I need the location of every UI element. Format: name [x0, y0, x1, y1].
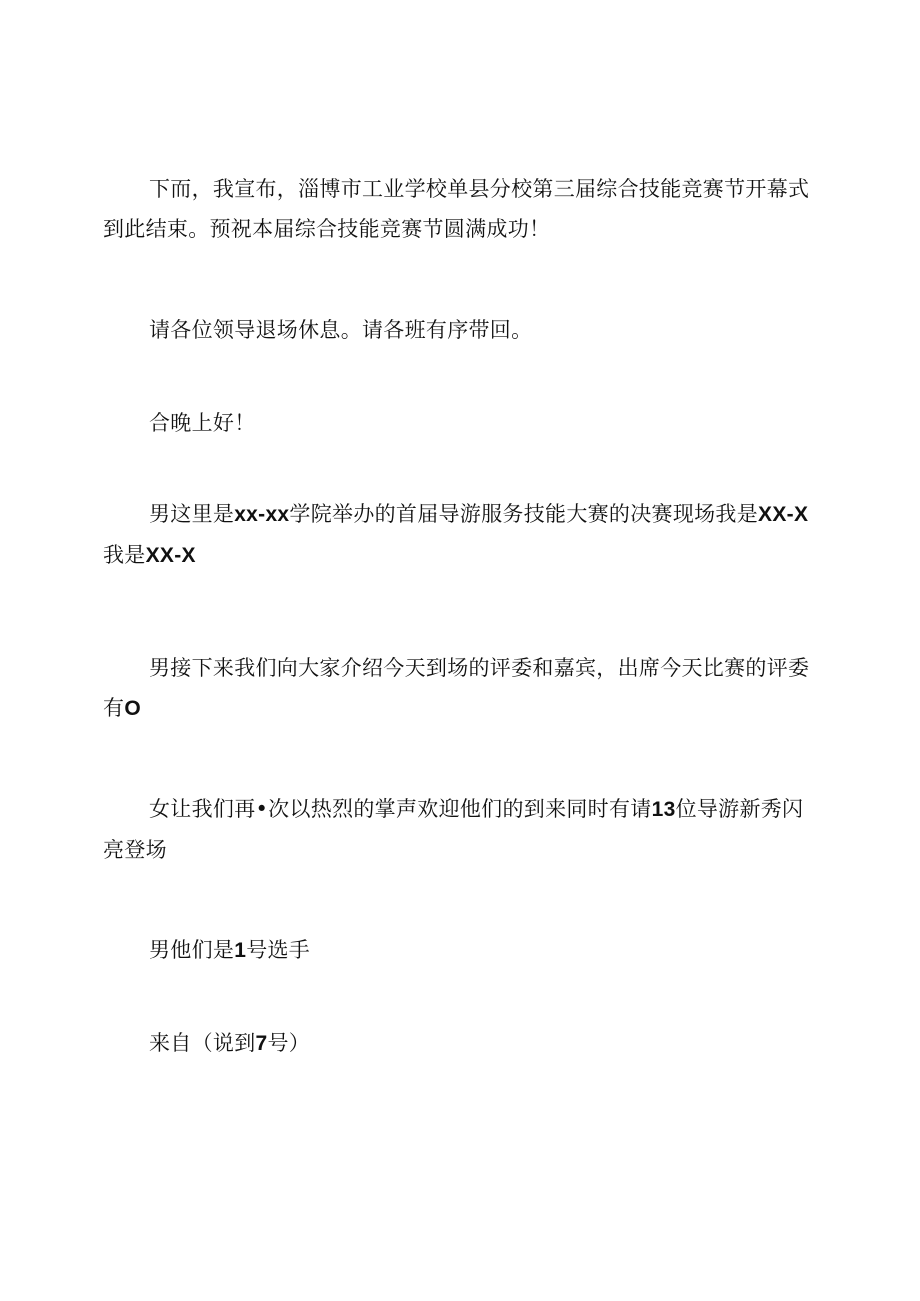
text-segment: 下而，我宣布，淄博市工业学校单县分校第三届综合技能竞赛节开幕式到此结束。预祝本届综合技能竞赛节圆满成功！: [103, 177, 810, 241]
bold-segment: xx-xx: [234, 503, 290, 526]
paragraph-judges-intro: [103, 648, 823, 729]
text-segment: 男他们是: [149, 938, 235, 962]
text-segment: 男这里是: [149, 502, 235, 526]
text-segment: 学院举办的首届导游服务技能大赛的决赛现场我是: [289, 502, 759, 526]
bold-segment: XX-X: [758, 503, 809, 526]
text-segment: 合晚上好！: [149, 411, 256, 435]
paragraph-leaders-exit: [103, 310, 823, 350]
paragraph-closing-announcement: [103, 169, 823, 249]
bold-segment: 7: [255, 1032, 268, 1055]
text-segment: 我是: [103, 543, 146, 567]
paragraph-contestant-one: [103, 930, 823, 971]
text-segment: 来自（说到: [149, 1031, 256, 1055]
text-segment: 号选手: [246, 938, 311, 962]
paragraph-contestants-entrance: [103, 789, 823, 870]
text-segment: 号）: [267, 1031, 311, 1055]
text-segment: 位导游新秀闪亮登场: [103, 797, 804, 862]
text-segment: 男接下来我们向大家介绍今天到场的评委和嘉宾，出席今天比赛的评委有: [103, 656, 810, 720]
bold-segment: XX-X: [145, 544, 196, 567]
paragraph-contestant-origin: [103, 1023, 823, 1064]
paragraph-greeting: [103, 403, 823, 443]
bold-segment: 1: [234, 939, 247, 962]
text-segment: 女让我们再•次以热烈的掌声欢迎他们的到来同时有请: [149, 797, 652, 821]
text-segment: 请各位领导退场休息。请各班有序带回。: [149, 318, 533, 342]
bold-segment: 13: [651, 798, 676, 821]
bold-segment: O: [124, 697, 141, 720]
paragraph-host-intro: [103, 494, 823, 576]
